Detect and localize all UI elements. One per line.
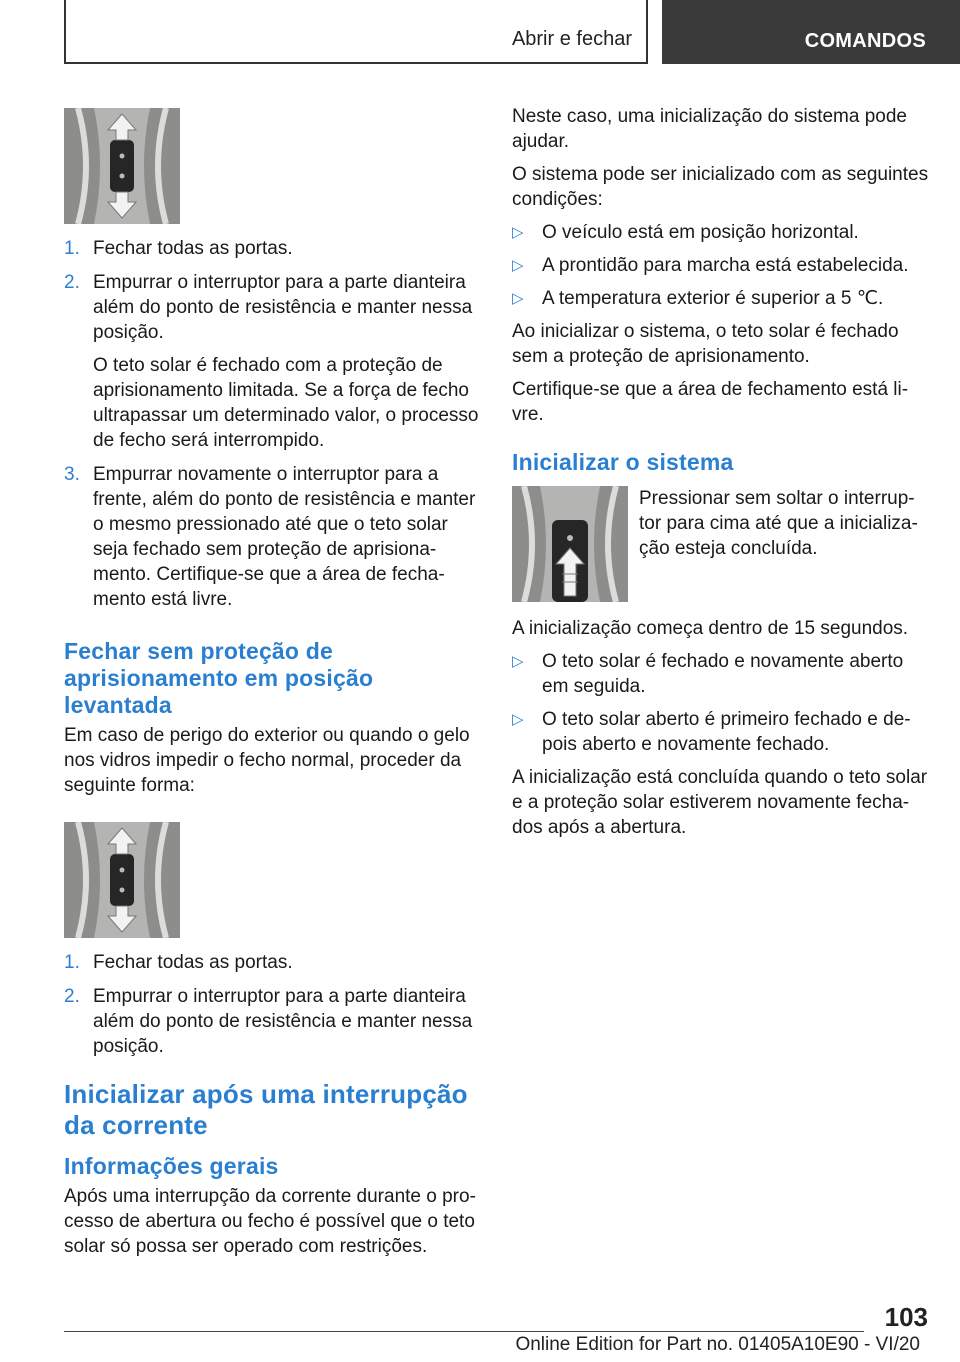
initialize-text: Pressionar sem soltar o interrup‐tor para cima até que a inicializa‐ção esteja concluída. — [639, 488, 918, 559]
list-item — [512, 253, 930, 278]
step-number: 1. — [64, 238, 80, 259]
paragraph: Certifique-se que a área de fechamento está li‐vre. — [512, 379, 909, 425]
triangle-bullet-icon: ▷ — [512, 653, 524, 670]
sunroof-switch-push-image — [64, 822, 180, 938]
triangle-bullet-icon: ▷ — [512, 224, 524, 241]
step-text: Empurrar o interruptor para a parte dianteira além do ponto de resistência e manter nessa posição. — [93, 272, 473, 343]
paragraph: Em caso de perigo do exterior ou quando o gelo nos vidros impedir o fecho normal, proceder da seguinte forma: — [64, 725, 470, 796]
bullet-text: A prontidão para marcha está estabelecida. — [542, 255, 909, 276]
list-item — [64, 236, 480, 261]
step-text: Fechar todas as portas. — [93, 952, 293, 973]
triangle-bullet-icon: ▷ — [512, 290, 524, 307]
heading-close-without-protection: Fechar sem proteção de aprisionamento em posição levantada — [64, 638, 374, 718]
heading-initialize-system: Inicializar o sistema — [512, 449, 734, 475]
bullet-text: O teto solar aberto é primeiro fechado e de‐pois aberto e novamente fechado. — [542, 709, 911, 755]
list-item — [64, 984, 480, 1059]
edition-note: Online Edition for Part no. 01405A10E90 - VI/20 — [515, 1334, 920, 1355]
initialization-behavior-list — [512, 649, 930, 757]
step-number: 3. — [64, 464, 80, 485]
step-number: 2. — [64, 272, 80, 293]
sunroof-switch-push-image — [64, 108, 180, 224]
chapter-tab — [662, 0, 960, 64]
bullet-text: O veículo está em posição horizontal. — [542, 222, 859, 243]
list-item — [64, 270, 480, 453]
bullet-text: A temperatura exterior é superior a 5 ℃. — [542, 288, 884, 309]
heading-reinitialize: Inicializar após uma interrupção da corrente — [64, 1079, 468, 1140]
close-without-protection-steps — [64, 950, 480, 1059]
close-steps-list — [64, 236, 480, 612]
list-item — [512, 707, 930, 757]
sunroof-switch-up-image — [512, 486, 628, 602]
bullet-text: O teto solar é fechado e novamente aberto em seguida. — [542, 651, 904, 697]
page-number: 103 — [884, 1302, 928, 1332]
section-title: Abrir e fechar — [511, 28, 632, 50]
step-note: O teto solar é fechado com a proteção de aprisionamento limitada. Se a força de fecho ultrapassar um determinado valor, o processo de fecho será interrompido. — [93, 355, 479, 451]
paragraph: Neste caso, uma inicialização do sistema pode ajudar. — [512, 106, 907, 152]
left-column — [64, 108, 480, 1267]
step-number: 1. — [64, 952, 80, 973]
chapter-title: COMANDOS — [804, 30, 926, 52]
header-section-box — [64, 0, 648, 64]
step-text: Empurrar o interruptor para a parte dianteira além do ponto de resistência e manter nessa posição. — [93, 986, 473, 1057]
paragraph: Após uma interrupção da corrente durante o pro‐cesso de abertura ou fecho é possível que o teto solar só possa ser operado com restrições. — [64, 1186, 476, 1257]
step-text: Fechar todas as portas. — [93, 238, 293, 259]
step-number: 2. — [64, 986, 80, 1007]
step-text: Empurrar novamente o interruptor para a frente, além do ponto de resistência e manter o mesmo pressionado até que o teto solar seja fechado sem proteção de aprisiona‐mento. Certifique-se que a área de fecha‐mento está livre. — [93, 464, 476, 610]
list-item — [512, 286, 930, 311]
conditions-list — [512, 220, 930, 311]
list-item — [64, 950, 480, 975]
triangle-bullet-icon: ▷ — [512, 711, 524, 728]
list-item — [512, 649, 930, 699]
paragraph: Ao inicializar o sistema, o teto solar é fechado sem a proteção de aprisionamento. — [512, 321, 899, 367]
list-item — [512, 220, 930, 245]
paragraph: A inicialização começa dentro de 15 segundos. — [512, 618, 909, 639]
paragraph: A inicialização está concluída quando o teto solar e a proteção solar estiverem novamente fecha‐dos após a abertura. — [512, 767, 928, 838]
heading-general-info: Informações gerais — [64, 1153, 279, 1179]
footer-divider — [64, 1331, 864, 1332]
initialize-instruction — [512, 486, 930, 602]
paragraph: O sistema pode ser inicializado com as seguintes condições: — [512, 164, 929, 210]
triangle-bullet-icon: ▷ — [512, 257, 524, 274]
list-item — [64, 462, 480, 612]
right-column — [512, 104, 930, 848]
